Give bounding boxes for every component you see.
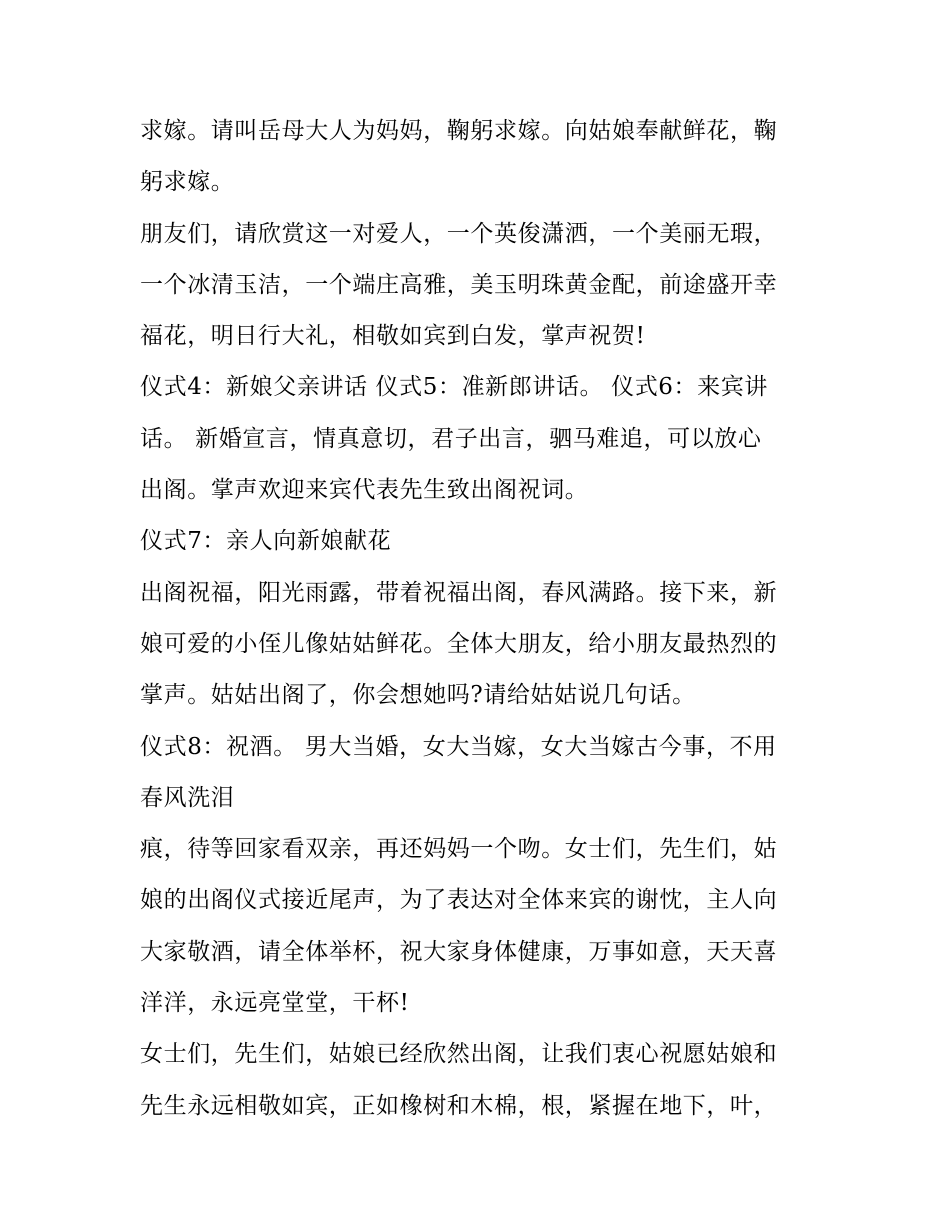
text-line: 仪式7：亲人向新娘献花 [140, 528, 392, 555]
text-line: 娘可爱的小侄儿像姑姑鲜花。全体大朋友，给小朋友最热烈的 [140, 630, 778, 657]
text-line: 仪式4：新娘父亲讲话 仪式5：准新郎讲话。 仪式6：来宾讲 [140, 374, 768, 401]
text-line: 出阁。掌声欢迎来宾代表先生致出阁祝词。 [140, 477, 589, 504]
text-line: 掌声。姑姑出阁了，你会想她吗?请给姑姑说几句话。 [140, 682, 696, 709]
text-line: 躬求嫁。 [140, 169, 235, 196]
text-line: 福花，明日行大礼，相敬如宾到白发，掌声祝贺! [140, 323, 646, 350]
text-line: 洋洋，永远亮堂堂，干杯! [140, 990, 410, 1017]
text-line: 话。 新婚宣言，情真意切，君子出言，驷马难追，可以放心 [140, 425, 762, 452]
text-line: 春风洗泪 [140, 784, 235, 811]
text-line: 朋友们，请欣赏这一对爱人，一个英俊潇洒，一个美丽无瑕， [140, 220, 778, 247]
document-body [140, 106, 820, 1132]
text-line: 娘的出阁仪式接近尾声，为了表达对全体来宾的谢忱，主人向 [140, 887, 778, 914]
text-line: 女士们，先生们，姑娘已经欣然出阁，让我们衷心祝愿姑娘和 [140, 1041, 778, 1068]
text-line: 求嫁。请叫岳母大人为妈妈，鞠躬求嫁。向姑娘奉献鲜花，鞠 [140, 118, 778, 144]
text-line: 一个冰清玉洁，一个端庄高雅，美玉明珠黄金配，前途盛开幸 [140, 271, 778, 298]
text-line: 出阁祝福，阳光雨露，带着祝福出阁，春风满路。接下来，新 [140, 579, 778, 606]
text-line: 痕，待等回家看双亲，再还妈妈一个吻。女士们，先生们，姑 [140, 836, 778, 863]
text-line: 先生永远相敬如宾，正如橡树和木棉，根，紧握在地下，叶， [140, 1092, 778, 1119]
text-line: 大家敬酒，请全体举杯，祝大家身体健康，万事如意，天天喜 [140, 938, 778, 965]
text-line: 仪式8：祝酒。 男大当婚，女大当嫁，女大当嫁古今事，不用 [140, 733, 777, 760]
